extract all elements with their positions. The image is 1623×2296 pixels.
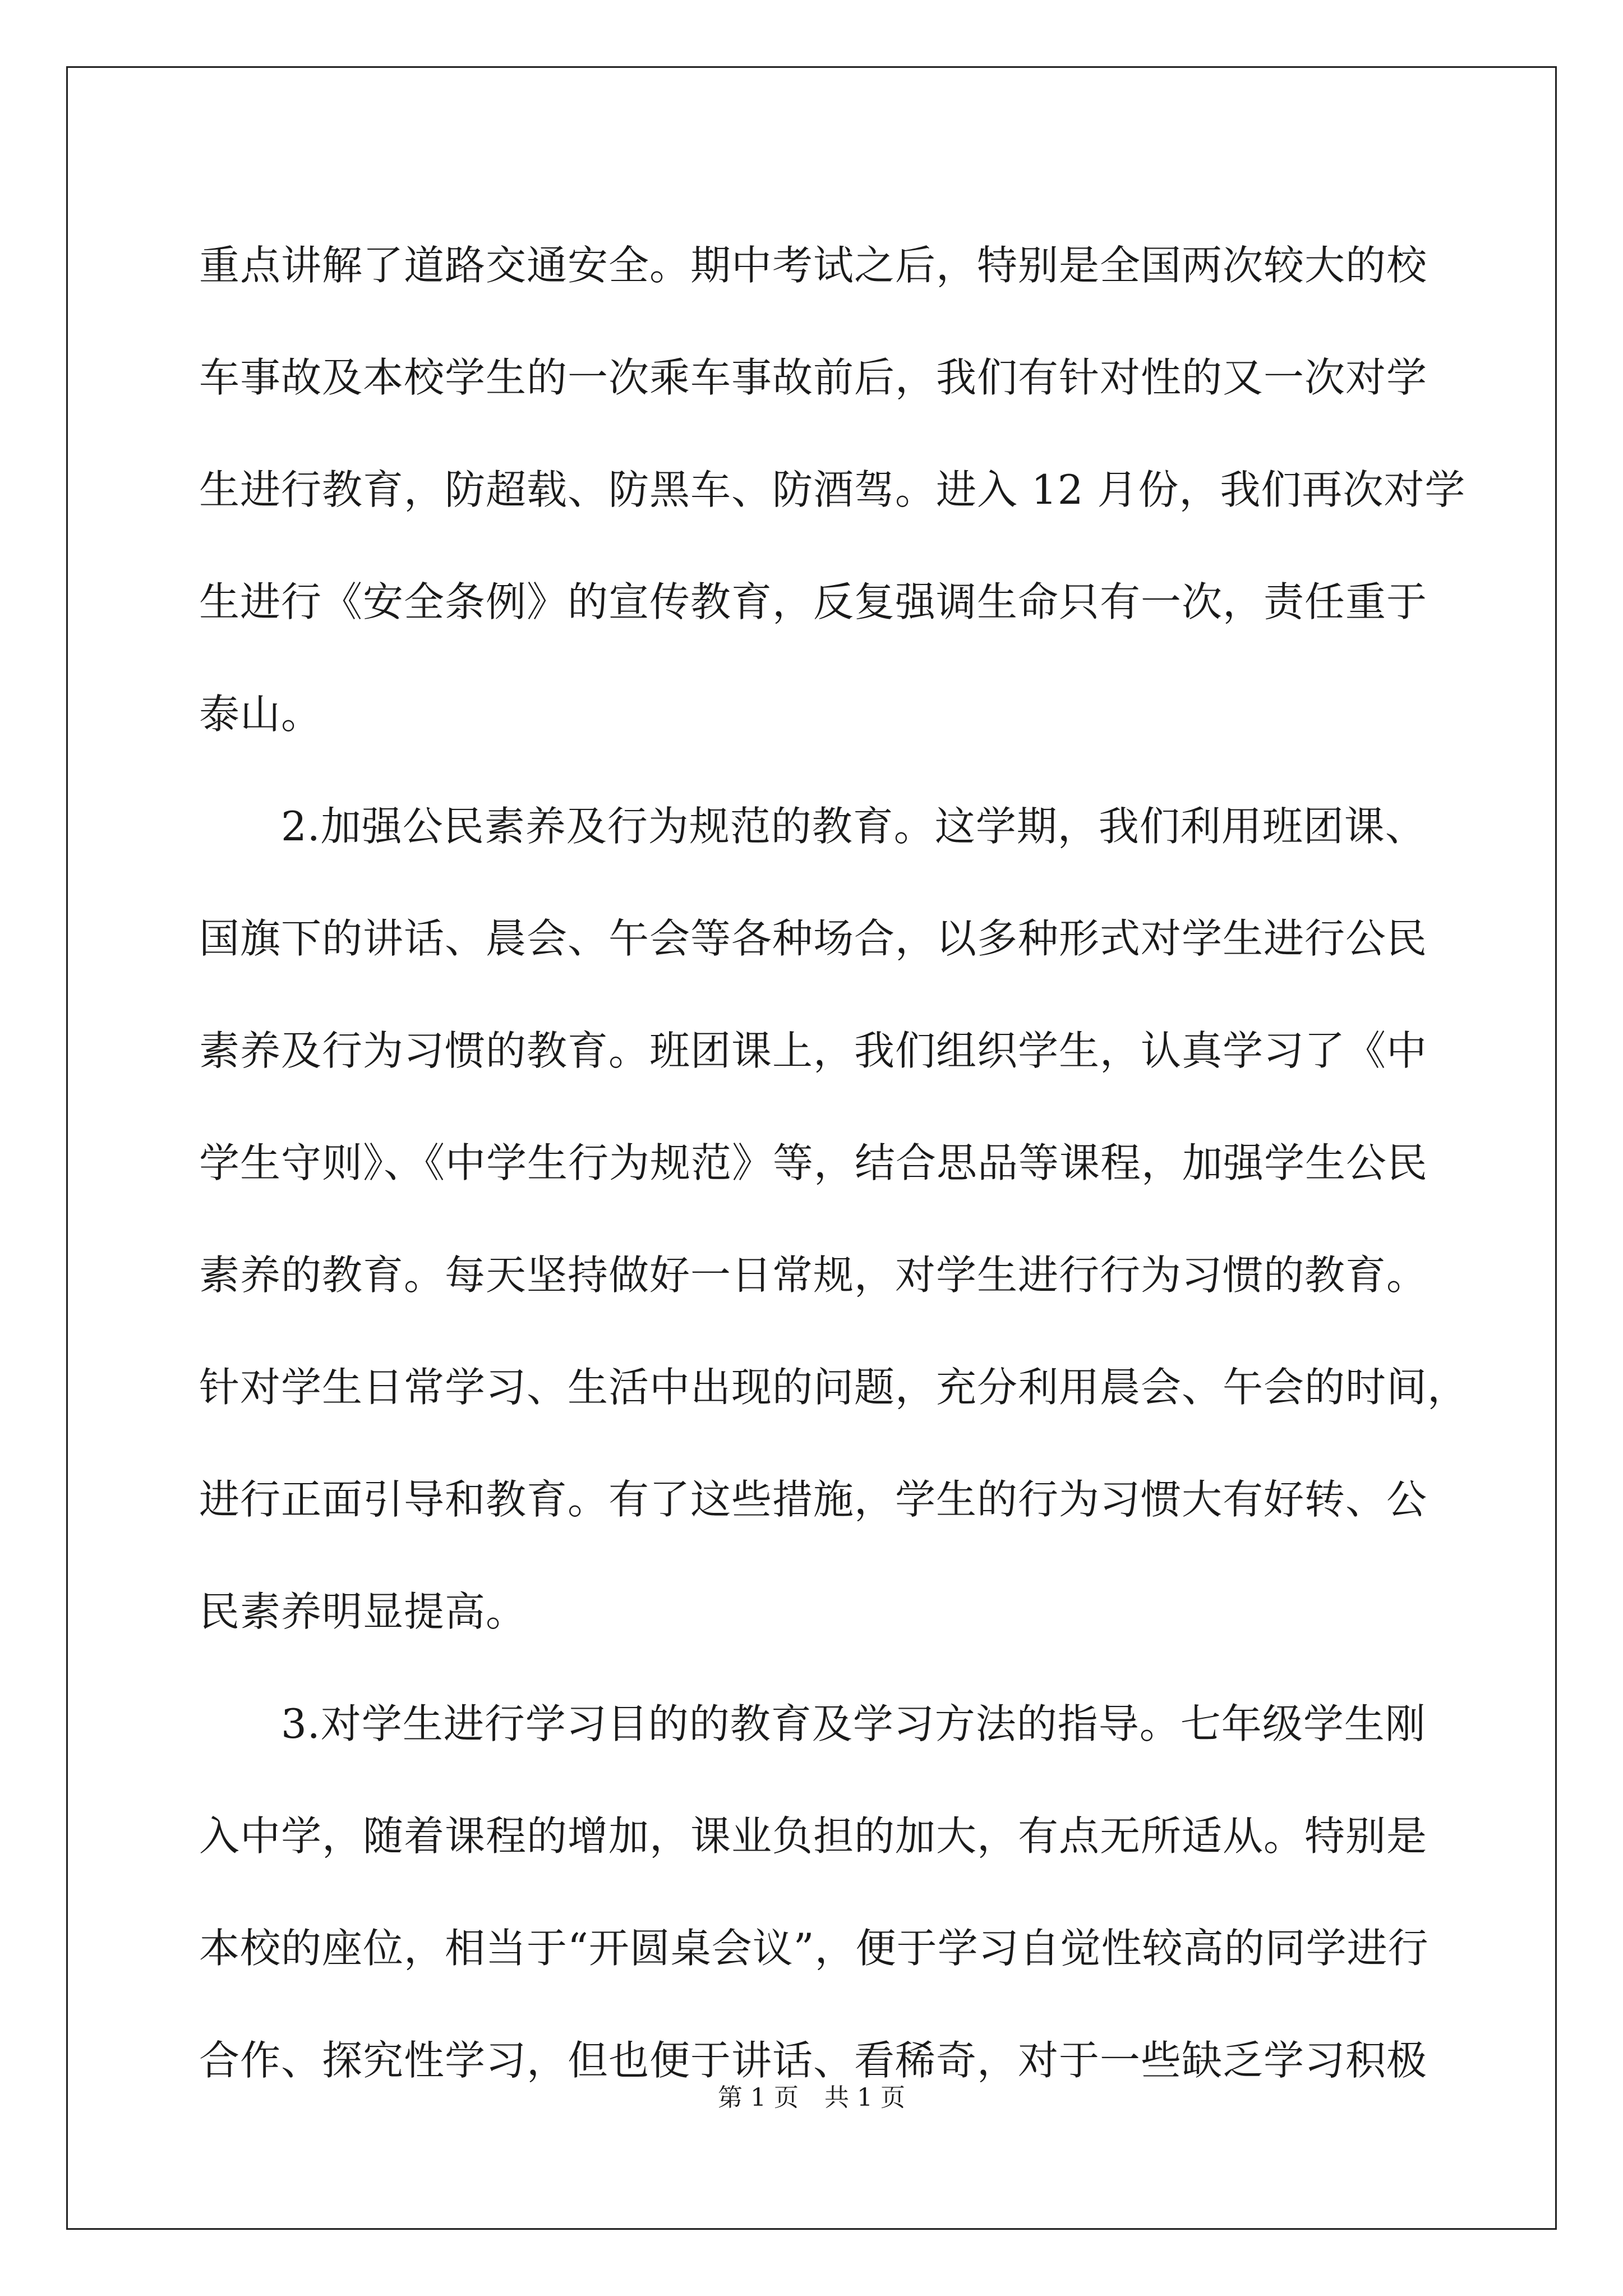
- text-line: 入中学，随着课程的增加，课业负担的加大，有点无所适从。特别是: [199, 1812, 1428, 1860]
- text-line: 生进行《安全条例》的宣传教育，反复强调生命只有一次，责任重于: [199, 578, 1428, 625]
- text-line: 学生守则》、《中学生行为规范》等，结合思品等课程，加强学生公民: [199, 1139, 1428, 1186]
- text-line: 重点讲解了道路交通安全。期中考试之后，特别是全国两次较大的校: [199, 242, 1428, 289]
- text-line: 民素养明显提高。: [199, 1588, 527, 1635]
- paragraph-start-line: 3.对学生进行学习目的的教育及学习方法的指导。七年级学生刚: [199, 1700, 1426, 1747]
- text-line: 国旗下的讲话、晨会、午会等各种场合，以多种形式对学生进行公民: [199, 915, 1428, 962]
- page-number-current: 第 1 页: [718, 2083, 799, 2112]
- page-footer: [0, 2081, 1623, 2115]
- text-line: 进行正面引导和教育。有了这些措施，学生的行为习惯大有好转、公: [199, 1476, 1428, 1523]
- document-body: [199, 209, 1469, 2116]
- text-line: 生进行教育，防超载、防黑车、防酒驾。进入 12 月份，我们再次对学: [199, 466, 1466, 513]
- text-line: 素养及行为习惯的教育。班团课上，我们组织学生，认真学习了《中: [199, 1027, 1428, 1074]
- text-line: 泰山。: [199, 691, 322, 738]
- paragraph-start-line: 2.加强公民素养及行为规范的教育。这学期，我们利用班团课、: [199, 803, 1426, 850]
- text-line: 针对学生日常学习、生活中出现的问题，充分利用晨会、午会的时间，: [199, 1364, 1469, 1411]
- text-line: 合作、探究性学习，但也便于讲话、看稀奇，对于一些缺乏学习积极: [199, 2037, 1428, 2084]
- text-line: 本校的座位，相当于“开圆桌会议”，便于学习自觉性较高的同学进行: [199, 1925, 1429, 1972]
- page-number-total: 共 1 页: [824, 2083, 905, 2112]
- text-line: 车事故及本校学生的一次乘车事故前后，我们有针对性的又一次对学: [199, 354, 1428, 401]
- text-line: 素养的教育。每天坚持做好一日常规，对学生进行行为习惯的教育。: [199, 1251, 1428, 1299]
